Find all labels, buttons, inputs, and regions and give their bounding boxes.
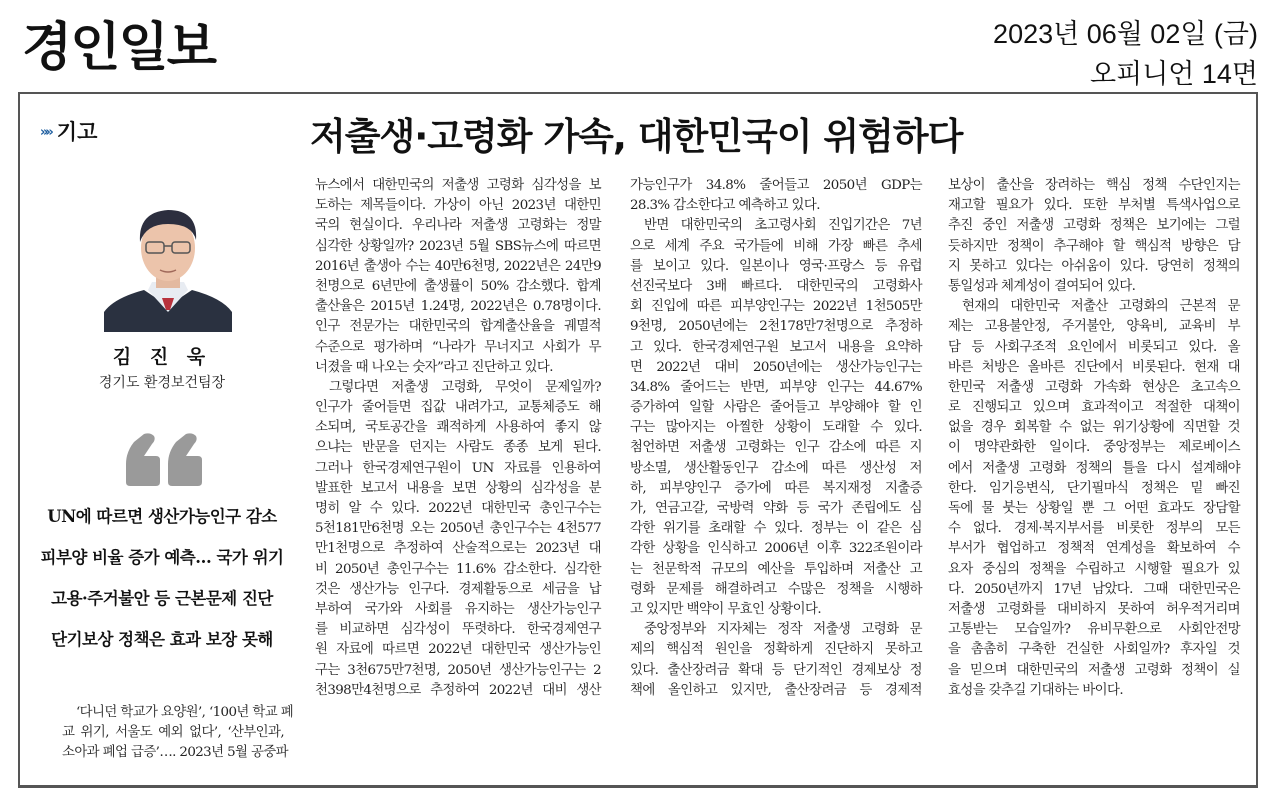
article-column-3 — [948, 176, 1240, 701]
section-tag-label: 기고 — [56, 120, 98, 144]
section-page: 오피니언 14면 — [1090, 59, 1258, 89]
body-line: 효성을 갖추길 기대하는 바이다. — [948, 682, 1123, 698]
author-name: 김 진 욱 — [112, 346, 212, 368]
body-line: 보상이 출산을 장려하는 핵심 정책 수단인지는 — [948, 178, 1240, 193]
body-line: 이 명약관화한 일이다. 중앙정부는 제로베이스 — [948, 440, 1240, 456]
body-line: 으로 세계 주요 국가들에 비해 가장 빠른 추세 — [630, 238, 922, 254]
body-line: 소아과 폐업 급증’…. 2023년 5월 공중파 — [62, 745, 289, 761]
body-line: 지 못하고 있다는 아쉬움이 있다. 당연히 정책의 — [948, 258, 1240, 274]
body-line: 구는 많아지는 아찔한 상황이 도래할 수 있다. — [630, 420, 922, 436]
body-line: 요자 중심의 정책을 수립하고 시행할 필요가 있 — [948, 561, 1240, 577]
body-line: 고통받는 모습일까? 유비무환으로 사회안전망 — [948, 622, 1240, 638]
body-line: 각한 상황을 인식하고 2006년 이후 322조원이라 — [630, 541, 922, 557]
body-line: 고 있다. 한국경제연구원 보고서 내용을 요약하 — [630, 339, 922, 355]
newspaper-masthead: 경인일보 — [22, 18, 215, 78]
body-line: 국의 현실이다. 우리나라 저출생 고령화는 정말 — [315, 218, 601, 234]
body-line: 현재의 대한민국 저출산 고령화의 근본적 문 — [962, 299, 1240, 315]
author-title: 경기도 환경보건팀장 — [98, 375, 226, 391]
body-line: 발표한 보고서 내용을 보면 상황의 심각성을 분 — [315, 480, 601, 496]
body-line: 회 진입에 따른 피부양인구는 2022년 1천505만 — [630, 299, 922, 315]
pullquote-line: 피부양 비율 증가 예측… 국가 위기 — [40, 548, 284, 567]
dateline — [993, 14, 1258, 94]
body-line: 방소멸, 생산활동인구 감소에 따른 생산성 저 — [630, 460, 922, 476]
body-line: 28.3% 감소한다고 예측하고 있다. — [630, 198, 820, 214]
body-line: 만1천명으로 추정하여 산술적으로는 2023년 대 — [315, 541, 601, 557]
body-line: 다. 2050년까지 17년 남았다. 그때 대한민국은 — [948, 581, 1240, 597]
author-photo — [104, 194, 232, 332]
body-line: 인구가 줄어들면 집값 내려가고, 교통체증도 해 — [315, 400, 601, 416]
body-line: 를 보이고 있다. 일본이나 영국·프랑스 등 유럽 — [630, 258, 922, 274]
article-column-0 — [62, 703, 294, 764]
body-line: 로 진행되고 있으며 효과적이고 적절한 대책이 — [948, 400, 1240, 416]
body-line: 제는 고용불안정, 주거불안, 양육비, 교육비 부 — [948, 319, 1240, 335]
body-line: 독에 물 붓는 상황일 뿐 그 어떤 효과도 장담할 — [948, 501, 1240, 516]
body-line: 에서 저출생 고령화 정책의 틀을 다시 설계해야 — [948, 460, 1240, 476]
body-line: 첨언하면 저출생 고령화는 인구 감소에 따른 지 — [630, 440, 922, 456]
body-line: 추진 중인 저출생 고령화 정책은 보기에는 그럴 — [948, 218, 1240, 234]
body-line: 있다. 출산장려금 확대 등 단기적인 경제보상 정 — [630, 662, 922, 678]
body-line: 는 천문학적 규모의 예산을 투입하며 저출산 고 — [630, 561, 922, 577]
article-column-1 — [315, 176, 601, 701]
body-line: 듯하지만 정책이 추구해야 할 핵심적 방향은 담 — [948, 238, 1240, 254]
body-line: 선진국보다 3배 빠르다. 대한민국의 고령화사 — [630, 278, 922, 294]
pullquote-line: UN에 따르면 생산가능인구 감소 — [47, 507, 277, 526]
body-line: 도하는 제목들이다. 가상이 아닌 2023년 대한민 — [315, 198, 601, 214]
body-line: 그렇다면 저출생 고령화, 무엇이 문제일까? — [329, 379, 601, 395]
body-line: 5천181만6천명 오는 2050년 총인구수는 4천577 — [315, 521, 601, 537]
body-line: 각한 위기를 초래할 수 있다. 정부는 이 같은 심 — [630, 521, 922, 537]
body-line: 고 있지만 백약이 무효인 상황이다. — [630, 601, 821, 617]
body-line: 바른 처방은 올바른 진단에서 비롯된다. 현재 대 — [948, 359, 1240, 375]
body-line: 심각한 상황일까? 2023년 5월 SBS뉴스에 따르면 — [315, 238, 601, 254]
body-line: 비 2050년 총인구수는 11.6% 감소한다. 심각한 — [315, 561, 601, 577]
body-line: 34.8% 줄어드는 반면, 피부양 인구는 44.67% — [630, 379, 922, 395]
body-line: 구는 3천675만7천명, 2050년 생산가능인구는 2 — [315, 662, 601, 678]
body-line: 을 믿으며 대한민국의 저출생 고령화 정책이 실 — [948, 662, 1240, 678]
pullquote — [22, 504, 302, 668]
publication-date: 2023년 06월 02일 (금) — [993, 19, 1258, 49]
body-line: 중앙정부와 지자체는 정작 저출생 고령화 문 — [644, 622, 922, 638]
body-line: 부하여 국가와 사회를 유지하는 생산가능인구 — [315, 601, 601, 617]
body-line: 뉴스에서 대한민국의 저출생 고령화 심각성을 보 — [315, 178, 601, 193]
body-line: 재고할 필요가 있다. 또한 부처별 특색사업으로 — [948, 198, 1240, 214]
body-line: 부서가 협업하고 정책적 연계성을 확보하여 수 — [948, 541, 1240, 557]
author-portrait-icon — [104, 194, 232, 332]
body-line: 천명으로 6년만에 출생률이 50% 감소했다. 합계 — [315, 278, 601, 294]
triple-chevron-icon: »» — [40, 125, 51, 140]
pullquote-line: 고용·주거불안 등 근본문제 진단 — [51, 589, 273, 608]
body-line: 수준으로 평가하며 “나라가 무너지고 사회가 무 — [315, 339, 601, 355]
body-line: 반면 대한민국의 초고령사회 진입기간은 7년 — [644, 218, 922, 234]
body-line: 한민국 저출생 고령화 가속화 현상은 초고속으 — [948, 379, 1240, 395]
body-line: 없을 경우 회복할 수 없는 위기상황에 직면할 것 — [948, 420, 1240, 436]
body-line: 통일성과 체계성이 결여되어 있다. — [948, 278, 1136, 294]
body-line: 한다. 임기응변식, 단기필마식 정책은 밑 빠진 — [948, 480, 1240, 496]
body-line: 2016년 출생아 수는 40만6천명, 2022년은 24만9 — [315, 258, 601, 274]
body-line: 으냐는 반문을 던지는 사람도 종종 보게 된다. — [315, 440, 601, 456]
body-line: 제의 핵심적 원인을 정확하게 진단하지 못하고 — [630, 642, 922, 658]
body-line: 것은 생산가능 인구다. 경제활동으로 세금을 납 — [315, 581, 601, 597]
body-line: 교 위기, 서울도 예외 없다’, ‘산부인과, — [62, 725, 284, 741]
quote-open-icon — [124, 430, 204, 488]
body-line: 가능인구가 34.8% 줄어들고 2050년 GDP는 — [630, 178, 922, 193]
body-line: 저출생 고령화를 대비하지 못하여 허우적거리며 — [948, 601, 1240, 617]
body-line: 원 자료에 따르면 2022년 대한민국 생산가능인 — [315, 642, 601, 658]
body-line: 너졌을 때 나오는 숫자”라고 진단하고 있다. — [315, 359, 553, 375]
body-line: 를 비교하면 심각성이 뚜렷하다. 한국경제연구 — [315, 622, 601, 638]
body-line: 책에 올인하고 있지만, 출산장려금 등 경제적 — [630, 682, 922, 698]
body-line: 그러나 한국경제연구원이 UN 자료를 인용하여 — [315, 460, 601, 476]
body-line: 면 2022년 대비 2050년에는 생산가능인구는 — [630, 359, 922, 375]
body-line: 담 등 사회구조적 요인에서 비롯되고 있다. 올 — [948, 339, 1240, 355]
body-line: 인구 전문가는 대한민국의 합계출산율을 궤멸적 — [315, 319, 601, 335]
article-headline: 저출생·고령화 가속, 대한민국이 위험하다 — [310, 115, 963, 158]
body-line: ‘다니던 학교가 요양원’, ‘100년 학교 폐 — [76, 705, 294, 720]
body-line: 소되며, 국토공간을 쾌적하게 사용하여 좋지 않 — [315, 420, 601, 436]
body-line: 증가하여 일할 사람은 줄어들고 부양해야 할 인 — [630, 400, 922, 416]
body-line: 천398만4천명으로 추정하여 2022년 대비 생산 — [315, 682, 601, 698]
pullquote-line: 단기보상 정책은 효과 보장 못해 — [51, 630, 273, 649]
section-tag — [40, 116, 97, 146]
body-line: 하, 피부양인구 증가에 따른 복지재정 지출증 — [630, 480, 922, 496]
body-line: 명히 알 수 있다. 2022년 대한민국 총인구수는 — [315, 501, 601, 516]
body-line: 가, 연금고갈, 국방력 약화 등 국가 존립에도 심 — [630, 501, 922, 516]
body-line: 령화 문제를 해결하려고 수많은 정책을 시행하 — [630, 581, 922, 597]
body-line: 출산율은 2015년 1.24명, 2022년은 0.78명이다. — [315, 299, 601, 315]
body-line: 9천명, 2050년에는 2천178만7천명으로 추정하 — [630, 319, 922, 335]
body-line: 을 촘촘히 구축한 건실한 사회일까? 후자일 것 — [948, 642, 1240, 658]
article-column-2 — [630, 176, 922, 701]
body-line: 수 없다. 경제·복지부서를 비롯한 정부의 모든 — [948, 521, 1240, 537]
